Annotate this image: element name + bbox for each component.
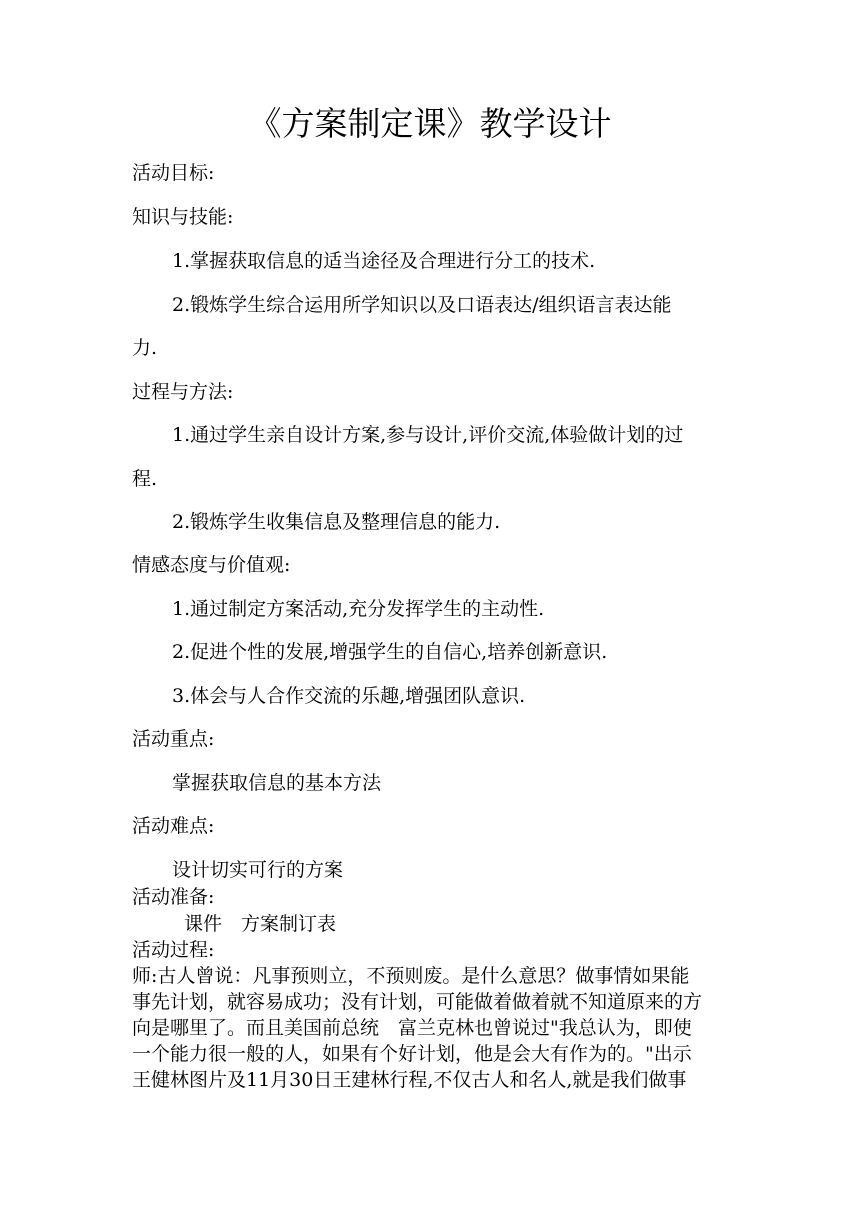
preparation-text: 课件 方案制订表 [184, 913, 337, 935]
document-title: 《方案制定课》教学设计 [248, 104, 612, 143]
paragraph-line: 王健林图片及11月30日王建林行程,不仅古人和名人,就是我们做事 [132, 1069, 687, 1091]
heading-activity-goals: 活动目标: [132, 162, 215, 184]
goal-item: 1.通过制定方案活动,充分发挥学生的主动性. [172, 598, 545, 620]
goal-item-continuation: 力. [132, 337, 158, 359]
goal-item: 2.促进个性的发展,增强学生的自信心,培养创新意识. [172, 641, 608, 663]
heading-difficulty: 活动难点: [132, 815, 215, 837]
subheading-emotion-values: 情感态度与价值观: [132, 554, 291, 576]
paragraph-line: 一个能力很一般的人，如果有个好计划，他是会大有作为的。"出示 [132, 1043, 692, 1065]
heading-process: 活动过程: [132, 939, 215, 961]
difficulty-text: 设计切实可行的方案 [172, 859, 344, 881]
paragraph-line: 师:古人曾说：凡事预则立，不预则废。是什么意思？做事情如果能 [132, 965, 690, 987]
paragraph-line: 事先计划，就容易成功；没有计划，可能做着做着就不知道原来的方 [132, 991, 703, 1013]
goal-item: 2.锻炼学生综合运用所学知识以及口语表达/组织语言表达能 [172, 294, 672, 316]
key-point-text: 掌握获取信息的基本方法 [172, 772, 382, 794]
subheading-knowledge-skills: 知识与技能: [132, 206, 234, 228]
goal-item-continuation: 程. [132, 468, 158, 490]
subheading-process-methods: 过程与方法: [132, 381, 234, 403]
goal-item: 3.体会与人合作交流的乐趣,增强团队意识. [172, 685, 526, 707]
process-paragraph [132, 963, 732, 1093]
heading-key-point: 活动重点: [132, 728, 215, 750]
goal-item: 1.掌握获取信息的适当途径及合理进行分工的技术. [172, 250, 596, 272]
goal-item: 2.锻炼学生收集信息及整理信息的能力. [172, 511, 501, 533]
goal-item: 1.通过学生亲自设计方案,参与设计,评价交流,体验做计划的过 [172, 424, 684, 446]
heading-preparation: 活动准备: [132, 886, 215, 908]
paragraph-line: 向是哪里了。而且美国前总统 富兰克林也曾说过"我总认为，即使 [132, 1017, 692, 1039]
